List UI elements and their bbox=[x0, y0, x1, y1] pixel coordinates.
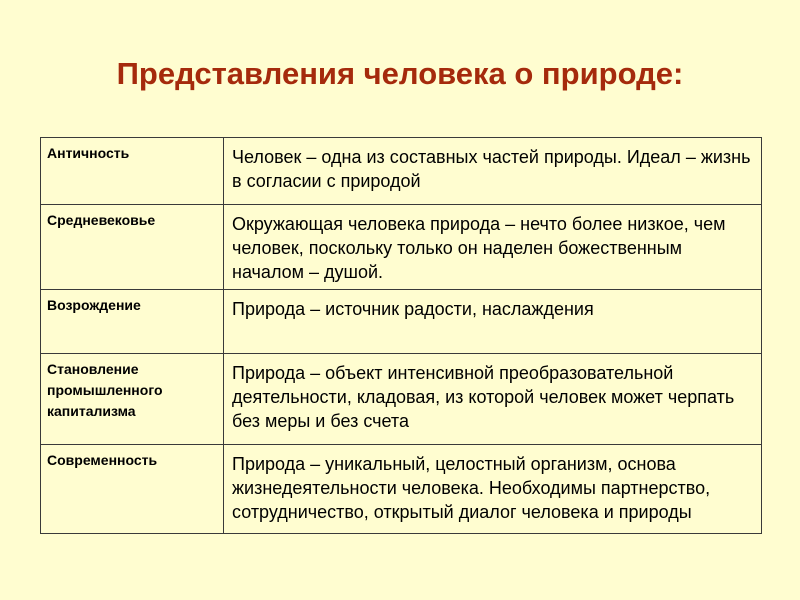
era-cell: Современность bbox=[41, 445, 224, 534]
description-cell: Человек – одна из составных частей природы. Идеал – жизнь в согласии с природой bbox=[224, 138, 762, 205]
era-cell: Средневековье bbox=[41, 205, 224, 290]
description-cell: Природа – источник радости, наслаждения bbox=[224, 290, 762, 354]
era-cell: Возрождение bbox=[41, 290, 224, 354]
description-cell: Природа – уникальный, целостный организм, основа жизнедеятельности человека. Необходимы партнерство, сотрудничество, открытый диалог человека и природы bbox=[224, 445, 762, 534]
description-cell: Окружающая человека природа – нечто более низкое, чем человек, поскольку только он наделен божественным началом – душой. bbox=[224, 205, 762, 290]
table-row bbox=[41, 205, 762, 290]
era-cell: Античность bbox=[41, 138, 224, 205]
views-table bbox=[40, 137, 762, 534]
era-cell: Становление промышленного капитализма bbox=[41, 354, 224, 445]
table-row bbox=[41, 445, 762, 534]
table-row bbox=[41, 354, 762, 445]
table-row bbox=[41, 290, 762, 354]
slide-title: Представления человека о природе: bbox=[116, 56, 684, 91]
table-row bbox=[41, 138, 762, 205]
description-cell: Природа – объект интенсивной преобразовательной деятельности, кладовая, из которой человек может черпать без меры и без счета bbox=[224, 354, 762, 445]
